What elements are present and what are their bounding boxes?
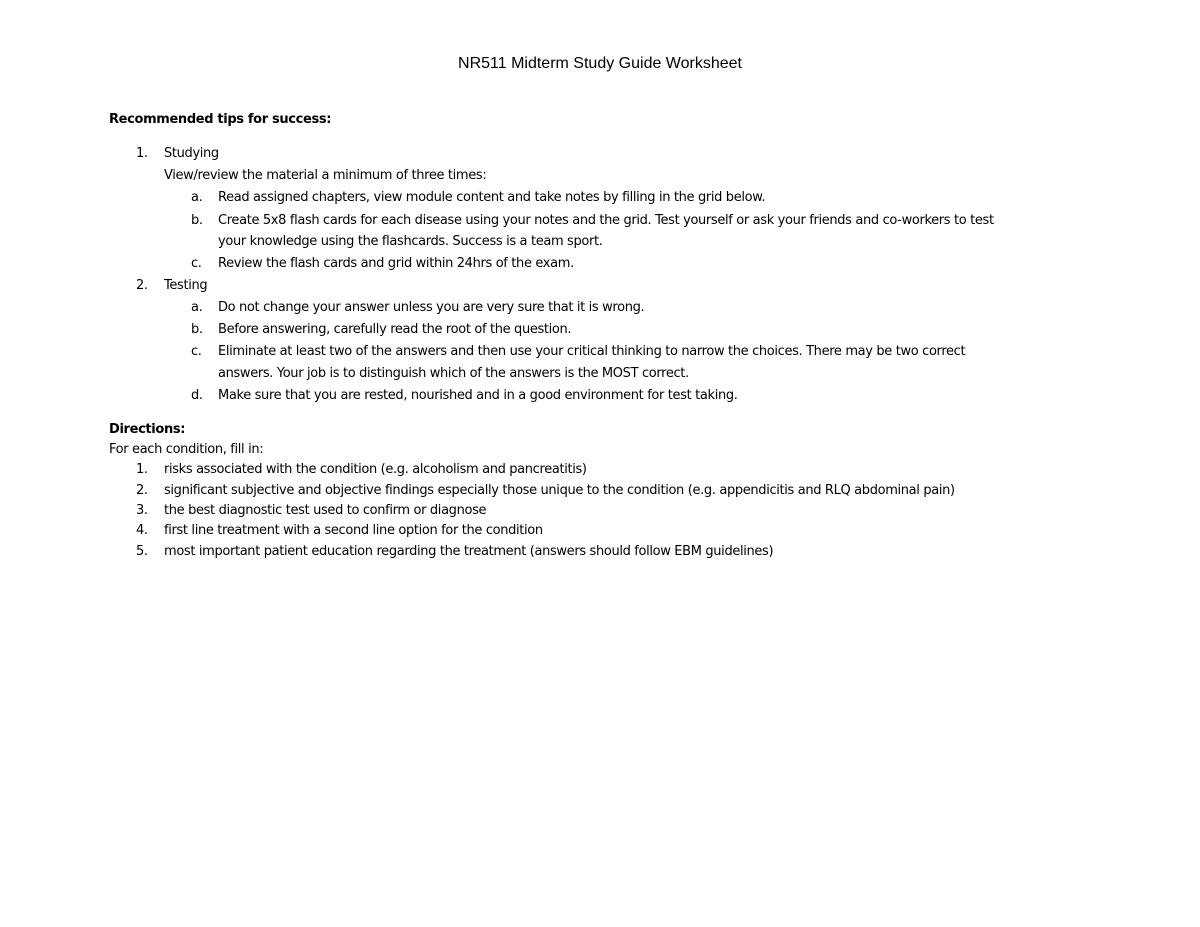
sub-item-letter: c. (191, 344, 202, 359)
sub-item-text: Make sure that you are rested, nourished and in a good environment for test taking. (218, 388, 738, 403)
tip-number: 2. (136, 278, 148, 293)
sub-item-text: Do not change your answer unless you are very sure that it is wrong. (218, 300, 645, 315)
sub-item-text: answers. Your job is to distinguish which of the answers is the MOST correct. (218, 366, 689, 381)
sub-item-text: Before answering, carefully read the root of the question. (218, 322, 572, 337)
sub-item-text: Review the flash cards and grid within 24hrs of the exam. (218, 256, 574, 271)
direction-number: 4. (136, 523, 148, 538)
sub-item-text: Create 5x8 flash cards for each disease using your notes and the grid. Test yourself or ask your friends and co-workers to test (218, 213, 994, 228)
tip-label-testing: Testing (164, 278, 208, 293)
direction-text: risks associated with the condition (e.g. alcoholism and pancreatitis) (164, 462, 587, 477)
sub-item-letter: b. (191, 213, 203, 228)
direction-text: the best diagnostic test used to confirm or diagnose (164, 503, 487, 518)
sub-item-letter: a. (191, 300, 203, 315)
sub-item-text: your knowledge using the flashcards. Success is a team sport. (218, 234, 603, 249)
direction-number: 1. (136, 462, 148, 477)
sub-item-text: Read assigned chapters, view module content and take notes by filling in the grid below. (218, 190, 766, 205)
direction-number: 3. (136, 503, 148, 518)
tips-heading: Recommended tips for success: (109, 112, 332, 127)
tip-number: 1. (136, 146, 148, 161)
document-title: NR511 Midterm Study Guide Worksheet (458, 55, 742, 72)
direction-text: most important patient education regarding the treatment (answers should follow EBM guidelines) (164, 544, 774, 559)
direction-text: first line treatment with a second line option for the condition (164, 523, 543, 538)
sub-item-letter: c. (191, 256, 202, 271)
tip-intro: View/review the material a minimum of three times: (164, 168, 487, 183)
direction-number: 5. (136, 544, 148, 559)
directions-heading: Directions: (109, 422, 186, 437)
sub-item-letter: a. (191, 190, 203, 205)
direction-text: significant subjective and objective findings especially those unique to the condition (e.g. appendicitis and RLQ abdominal pain) (164, 483, 955, 498)
sub-item-text: Eliminate at least two of the answers and then use your critical thinking to narrow the choices. There may be two correct (218, 344, 966, 359)
direction-number: 2. (136, 483, 148, 498)
directions-intro: For each condition, fill in: (109, 442, 264, 457)
tip-label-studying: Studying (164, 146, 219, 161)
sub-item-letter: b. (191, 322, 203, 337)
sub-item-letter: d. (191, 388, 203, 403)
